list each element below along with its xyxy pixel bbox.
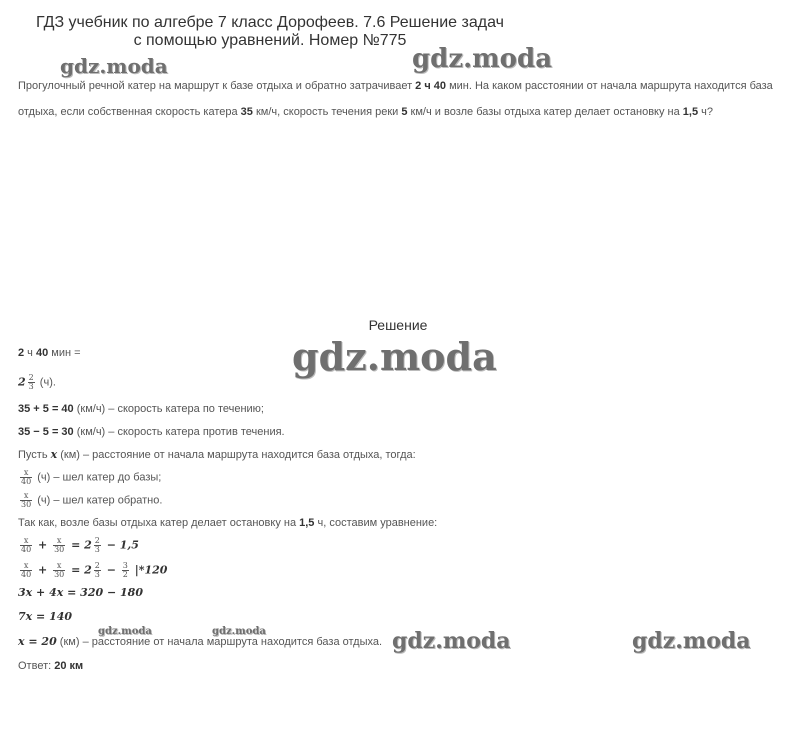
solution-step-there: $\frac{x}{40}$ (ч) – шел катер до базы;: [21, 468, 162, 486]
equation-4: 7x = 140: [18, 610, 73, 623]
solution-heading: Решение: [368, 317, 428, 333]
solution-step-equation-intro: Так как, возле базы отдыха катер делает остановку на 1,5 ч, составим уравнение:: [18, 517, 438, 529]
solution-step-downstream: 35 + 5 = 40 (км/ч) – скорость катера по течению;: [18, 403, 264, 415]
problem-line-1: Прогулочный речной катер на маршрут к базе отдыха и обратно затрачивает 2 ч 40 мин. На каком расстоянии от начала маршрута находится база: [18, 80, 773, 92]
watermark-logo: gdz.moda: [632, 628, 751, 654]
solution-step-hours: 2 $\frac{2}{3}$ (ч).: [18, 373, 56, 391]
watermark-logo: gdz.moda: [292, 334, 497, 379]
equation-answer: x = 20 (км) – расстояние от начала маршрута находится база отдыха.: [18, 635, 383, 648]
equation-1: $\frac{x}{40}$ + $\frac{x}{30}$ = 2 $\frac{2}{3}$ − 1,5: [21, 536, 139, 554]
watermark-logo: gdz.moda: [212, 626, 266, 637]
solution-step-upstream: 35 − 5 = 30 (км/ч) – скорость катера против течения.: [18, 426, 285, 438]
watermark-logo: gdz.moda: [392, 628, 511, 654]
equation-2: $\frac{x}{40}$ + $\frac{x}{30}$ = 2 $\frac{2}{3}$ − $\frac{3}{2}$ |*120: [21, 561, 168, 579]
problem-statement: [18, 73, 778, 125]
equation-3: 3x + 4x = 320 − 180: [18, 586, 143, 599]
final-answer: Ответ: 20 км: [18, 660, 84, 672]
watermark-logo: gdz.moda: [60, 54, 168, 78]
solution-step-back: $\frac{x}{30}$ (ч) – шел катер обратно.: [21, 491, 163, 509]
problem-line-2: отдыха, если собственная скорость катера 35 км/ч, скорость течения реки 5 км/ч и возле базы отдыха катер делает остановку на 1,5 ч?: [18, 106, 713, 118]
page-title-line-2: с помощью уравнений. Номер №775: [133, 32, 407, 49]
watermark-logo: gdz.moda: [412, 44, 553, 74]
solution-step-time: 2 ч 40 мин =: [18, 347, 81, 359]
solution-step-let: Пусть x (км) – расстояние от начала маршрута находится база отдыха, тогда:: [18, 448, 416, 461]
page-title-line-1: ГДЗ учебник по алгебре 7 класс Дорофеев. 7.6 Решение задач: [36, 14, 504, 31]
watermark-logo: gdz.moda: [98, 626, 152, 637]
